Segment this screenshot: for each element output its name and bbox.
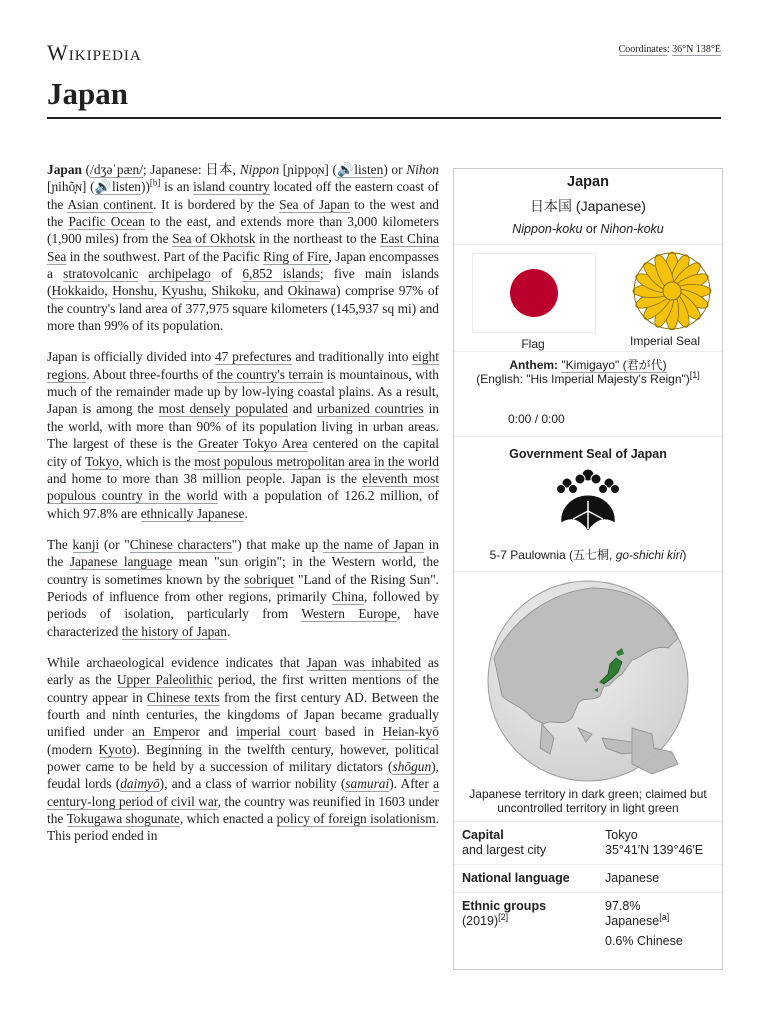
article-link[interactable]: Okinawa xyxy=(287,283,337,299)
article-link[interactable]: eight regions xyxy=(47,349,439,382)
flag-sun-disc xyxy=(510,269,558,317)
capital-link[interactable]: Tokyo xyxy=(605,828,638,842)
article-link[interactable]: China xyxy=(331,588,364,604)
native-name xyxy=(454,196,722,216)
article-link[interactable]: Asian continent xyxy=(67,196,154,212)
seal-caption[interactable]: Imperial Seal xyxy=(629,334,701,348)
paulownia-seal-icon[interactable] xyxy=(553,465,623,537)
article-body xyxy=(47,161,439,859)
anthem-label: Anthem: xyxy=(509,358,559,372)
article-link[interactable]: Upper Paleolithic xyxy=(116,672,213,688)
article-link[interactable]: the name of Japan xyxy=(322,536,424,552)
title-divider xyxy=(47,117,721,119)
article-link[interactable]: Sea of Japan xyxy=(279,196,350,212)
article-link[interactable]: Tokugawa shogunate xyxy=(66,811,180,827)
article-link[interactable]: Japan was inhabited xyxy=(306,654,422,670)
article-link[interactable]: Chinese characters xyxy=(129,536,232,552)
anthem-ref[interactable]: [1] xyxy=(689,370,700,380)
orthographic-map-image[interactable] xyxy=(482,578,694,784)
map-caption: Japanese territory in dark green; claimed but uncontrolled territory in light green xyxy=(469,787,707,815)
anthem-line xyxy=(464,358,712,372)
anthem-title[interactable]: "Kimigayo" (君が代) xyxy=(561,358,667,372)
article-link[interactable]: Western Europe xyxy=(301,606,397,622)
article-link[interactable]: Kyoto xyxy=(98,741,133,757)
article-link[interactable]: an Emperor xyxy=(132,724,200,740)
anthem-section xyxy=(454,352,722,437)
row-capital xyxy=(454,822,722,865)
article-link[interactable]: Shikoku xyxy=(211,283,256,299)
language-value[interactable]: Japanese xyxy=(605,871,660,885)
article-link[interactable]: ethnically Japanese xyxy=(140,505,245,521)
article-link[interactable]: Heian-kyō xyxy=(382,724,439,740)
coordinates-value[interactable]: 36°N 138°E xyxy=(672,44,721,55)
article-link[interactable]: samurai xyxy=(345,776,390,792)
article-link[interactable]: eleventh most populous country in the world xyxy=(47,470,439,504)
article-link[interactable]: policy of foreign isolationism xyxy=(276,811,436,827)
wikipedia-wordmark[interactable]: Wikipedia xyxy=(47,40,142,65)
ethnic-value xyxy=(605,899,714,949)
article-link[interactable]: Ring of Fire xyxy=(263,248,329,264)
imperial-seal-block[interactable] xyxy=(629,249,714,348)
romanized-names xyxy=(454,222,722,244)
romanized-or: or xyxy=(585,222,598,236)
article-link[interactable]: Hokkaido xyxy=(51,283,105,299)
flag-seal-row xyxy=(454,245,722,352)
article-link[interactable]: East China Sea xyxy=(47,231,439,264)
capital-coordinates[interactable]: 35°41′N 139°46′E xyxy=(605,843,704,857)
coordinates-label[interactable]: Coordinates xyxy=(618,44,667,55)
article-link[interactable]: kanji xyxy=(72,536,100,552)
ethnic-japanese[interactable]: 97.8% Japanese xyxy=(605,899,660,928)
language-key: National language xyxy=(462,871,570,885)
article-link[interactable]: Honshu xyxy=(112,283,154,299)
article-link[interactable]: most populous metropolitan area in the world xyxy=(194,453,439,469)
ethnic-note[interactable]: [a] xyxy=(659,911,670,922)
romanized-b: Nihon-koku xyxy=(600,222,664,236)
article-link[interactable]: most densely populated xyxy=(158,401,289,417)
infobox-title: Japan xyxy=(567,174,609,190)
paragraph-geography: Japan is officially divided into 47 prefectures and traditionally into eight regions. About three-fourths of the country's terrain is mountainous, with much of the remainder made up by low-lying coastal plains. As a result, Japan is among the most densely populated and urbanized countries in the world, with more than 90% of its population living in urban areas. The largest of these is the Greater Tokyo Area centered on the capital city of Tokyo, which is the most populous metropolitan area in the world and home to more than 38 million people. Japan is the eleventh most populous country in the world with a population of 126.2 million, of which 97.8% are ethnically Japanese. xyxy=(47,349,440,521)
article-link[interactable]: imperial court xyxy=(236,724,317,740)
article-link[interactable]: Sea of Okhotsk xyxy=(172,231,256,247)
article-link[interactable]: Japanese language xyxy=(69,554,173,570)
chrysanthemum-seal-icon[interactable] xyxy=(630,249,714,333)
article-link[interactable]: island country xyxy=(193,179,270,195)
government-seal-title: Government Seal of Japan xyxy=(509,447,667,461)
flag-block[interactable] xyxy=(472,253,594,351)
ethnic-key: Ethnic groups (2019)[2] xyxy=(462,899,547,928)
ethnic-ref[interactable]: [2] xyxy=(498,911,509,922)
article-link[interactable]: stratovolcanic xyxy=(63,266,139,282)
ethnic-chinese[interactable]: 0.6% Chinese xyxy=(605,934,683,948)
infobox-header xyxy=(454,169,722,245)
article-link[interactable]: shōgun xyxy=(392,759,432,774)
anthem-english: (English: "His Imperial Majesty's Reign")[1] xyxy=(476,370,700,386)
article-link[interactable]: the history of Japan xyxy=(121,623,227,639)
coordinates: Coordinates: 36°N 138°E xyxy=(618,44,721,55)
article-link[interactable]: Tokyo xyxy=(84,453,119,469)
flag-caption[interactable]: Flag xyxy=(521,337,545,351)
row-ethnic-groups xyxy=(454,893,722,955)
article-link[interactable]: archipelago xyxy=(148,266,211,282)
page-title: Japan xyxy=(47,76,128,111)
flag-of-japan[interactable] xyxy=(472,253,596,333)
government-seal-section xyxy=(454,437,722,572)
article-link[interactable]: Kyushu xyxy=(161,283,204,299)
native-language: (Japanese) xyxy=(575,198,646,214)
row-national-language xyxy=(454,865,722,893)
article-link[interactable]: Greater Tokyo Area xyxy=(198,436,308,452)
paragraph-history: While archaeological evidence indicates that Japan was inhabited as early as the Upper Paleolithic period, the first written mentions of the country appear in Chinese texts from the first century AD. Between the fourth and ninth centuries, the kingdoms of Japan became gradually unified under an Emperor and imperial court based in Heian-kyō (modern Kyoto). Beginning in the twelfth century, however, political power came to be held by a succession of military dictators (shōgun), feudal lords (daimyō), and a class of warrior nobility (samurai). After a century-long period of civil war, the country was reunified in 1603 under the Tokugawa shogunate, which enacted a policy of foreign isolationism. This period ended in xyxy=(47,654,440,844)
capital-value xyxy=(605,828,714,858)
article-link[interactable]: the country's terrain xyxy=(216,366,324,382)
article-link[interactable]: daimyō xyxy=(120,776,160,792)
audio-player[interactable]: 0:00 / 0:00 xyxy=(508,412,565,426)
location-map-section xyxy=(454,572,722,822)
article-link[interactable]: Chinese texts xyxy=(146,689,220,705)
paragraph-name: The kanji (or "Chinese characters") that make up the name of Japan in the Japanese language mean "sun origin"; in the Western world, the country is sometimes known by the sobriquet "Land of the Rising Sun". Periods of influence from other regions, primarily China, followed by periods of isolation, particularly from Western Europe, have characterized the history of Japan. xyxy=(47,536,440,639)
native-name-text: 日本国 xyxy=(530,198,573,214)
article-link[interactable]: a century-long period of civil war xyxy=(47,776,440,809)
infobox xyxy=(453,168,723,970)
article-link[interactable]: 47 prefectures xyxy=(214,349,292,365)
romanized-a: Nippon-koku xyxy=(512,222,583,236)
article-link[interactable]: Pacific Ocean xyxy=(68,214,145,230)
article-link[interactable]: 6,852 islands xyxy=(242,266,320,282)
capital-key: Capital and largest city xyxy=(462,828,547,857)
article-link[interactable]: sobriquet xyxy=(244,571,295,587)
government-seal-caption: 5-7 Paulownia (五七桐, go-shichi kiri) xyxy=(489,548,687,562)
paragraph-intro: Japan (/dʒəˈpæn/; Japanese: 日本, Nippon [ɲippo̞ɴ] (🔊listen) or Nihon [ɲihõ̞ɴ] (🔊listen))[b] is an island country located off the eastern coast of the Asian continent. It is bordered by the Sea of Japan to the west and the Pacific Ocean to the east, and extends more than 3,000 kilometers (1,900 miles) from the Sea of Okhotsk in the northeast to the East China Sea in the southwest. Part of the Pacific Ring of Fire, Japan encompasses a stratovolcanic archipelago of 6,852 islands; five main islands (Hokkaido, Honshu, Kyushu, Shikoku, and Okinawa) comprise 97% of the country's land area of 377,975 square kilometers (145,937 sq mi) and more than 99% of its population. xyxy=(47,162,440,334)
article-link[interactable]: urbanized countries xyxy=(317,401,424,417)
